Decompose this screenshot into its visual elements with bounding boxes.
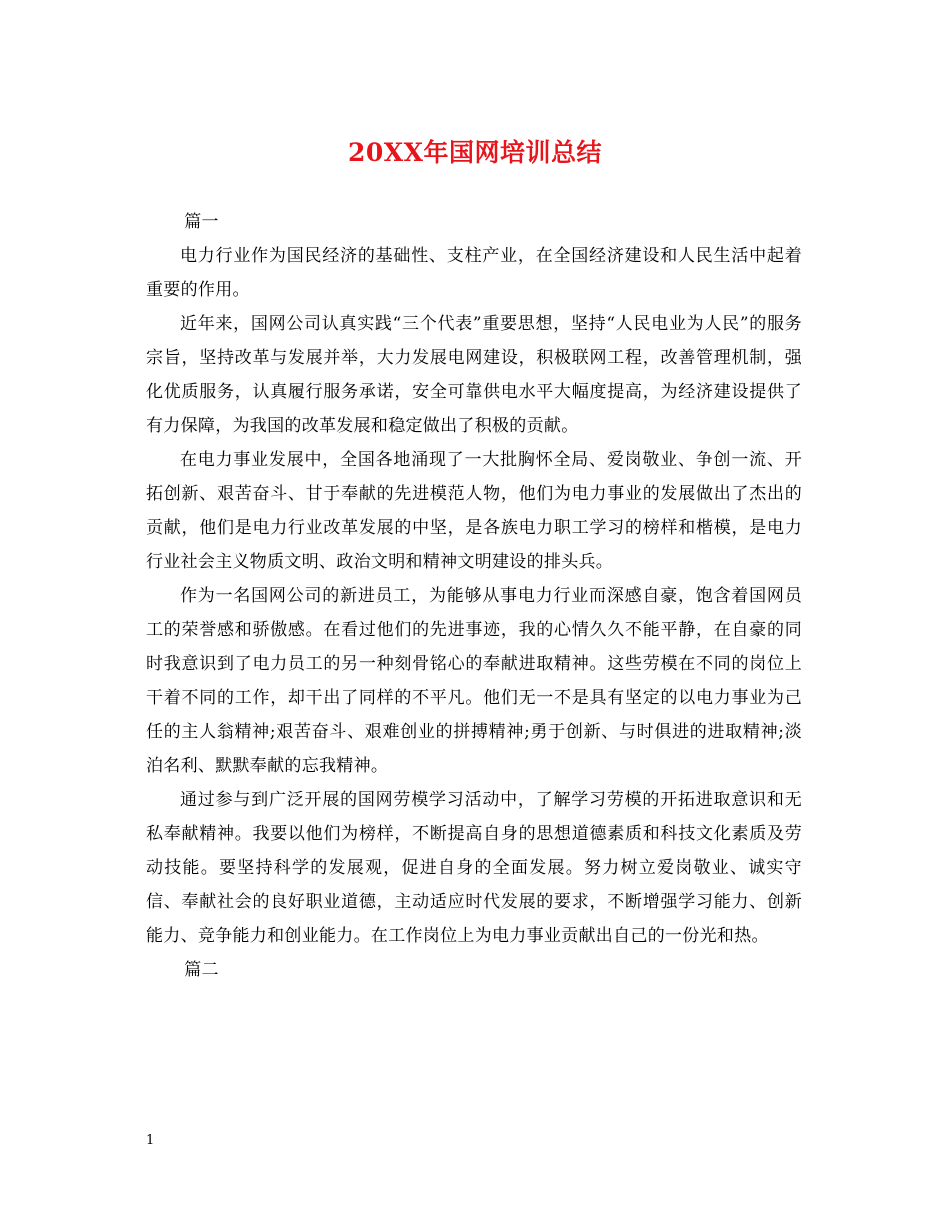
section-label-2: 篇二 (184, 960, 219, 980)
section-label-1: 篇一 (184, 212, 219, 232)
paragraph-2: 近年来，国网公司认真实践“三个代表”重要思想，坚持“人民电业为人民”的服务宗旨，坚持改革与发展并举，大力发展电网建设，积极联网工程，改善管理机制，强化优质服务，认真履行服务承诺，安全可靠供电水平大幅度提高，为经济建设提供了有力保障，为我国的改革发展和稳定做出了积极的贡献。 (146, 314, 802, 436)
paragraph-5: 通过参与到广泛开展的国网劳模学习活动中，了解学习劳模的开拓进取意识和无私奉献精神。我要以他们为榜样，不断提高自身的思想道德素质和科技文化素质及劳动技能。要坚持科学的发展观，促进自身的全面发展。努力树立爱岗敬业、诚实守信、奉献社会的良好职业道德，主动适应时代发展的要求，不断增强学习能力、创新能力、竞争能力和创业能力。在工作岗位上为电力事业贡献出自己的一份光和热。 (146, 790, 802, 946)
document-body (146, 205, 802, 987)
paragraph-4: 作为一名国网公司的新进员工，为能够从事电力行业而深感自豪，饱含着国网员工的荣誉感和骄傲感。在看过他们的先进事迹，我的心情久久不能平静，在自豪的同时我意识到了电力员工的另一种刻骨铭心的奉献进取精神。这些劳模在不同的岗位上干着不同的工作，却干出了同样的不平凡。他们无一不是具有坚定的以电力事业为己任的主人翁精神;艰苦奋斗、艰难创业的拼搏精神;勇于创新、与时俱进的进取精神;淡泊名利、默默奉献的忘我精神。 (146, 586, 802, 776)
paragraph-3: 在电力事业发展中，全国各地涌现了一大批胸怀全局、爱岗敬业、争创一流、开拓创新、艰苦奋斗、甘于奉献的先进模范人物，他们为电力事业的发展做出了杰出的贡献，他们是电力行业改革发展的中坚，是各族电力职工学习的榜样和楷模，是电力行业社会主义物质文明、政治文明和精神文明建设的排头兵。 (146, 450, 802, 572)
page-number: 1 (146, 1133, 155, 1148)
paragraph-1: 电力行业作为国民经济的基础性、支柱产业，在全国经济建设和人民生活中起着重要的作用。 (146, 246, 802, 300)
document-title: 20XX年国网培训总结 (347, 138, 603, 167)
